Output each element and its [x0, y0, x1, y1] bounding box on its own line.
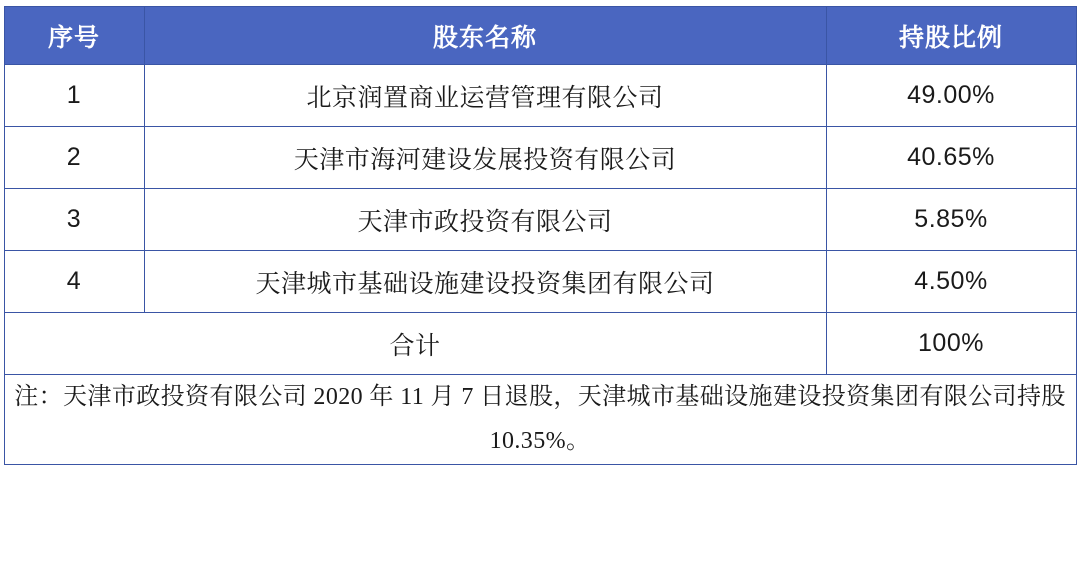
table-total-row: [4, 313, 1076, 375]
table-row: [4, 127, 1076, 189]
table-row: [4, 189, 1076, 251]
column-header-index: 序号: [4, 7, 144, 65]
table-row: [4, 251, 1076, 313]
table-row: [4, 65, 1076, 127]
table-note: [4, 375, 1076, 465]
column-header-name: 股东名称: [144, 7, 826, 65]
table-header: [4, 7, 1076, 65]
cell-ratio: 49.00%: [826, 65, 1076, 127]
table-note-row: [4, 375, 1076, 465]
cell-shareholder-name: 天津市政投资有限公司: [144, 189, 826, 251]
shareholder-table: [4, 6, 1077, 465]
cell-index: 4: [4, 251, 144, 313]
cell-total-ratio: 100%: [826, 313, 1076, 375]
cell-index: 1: [4, 65, 144, 127]
cell-shareholder-name: 天津城市基础设施建设投资集团有限公司: [144, 251, 826, 313]
column-header-ratio: 持股比例: [826, 7, 1076, 65]
cell-ratio: 5.85%: [826, 189, 1076, 251]
cell-total-label: 合计: [4, 313, 826, 375]
cell-shareholder-name: 北京润置商业运营管理有限公司: [144, 65, 826, 127]
cell-index: 2: [4, 127, 144, 189]
table-body: [4, 65, 1076, 465]
cell-index: 3: [4, 189, 144, 251]
cell-ratio: 40.65%: [826, 127, 1076, 189]
cell-shareholder-name: 天津市海河建设发展投资有限公司: [144, 127, 826, 189]
cell-ratio: 4.50%: [826, 251, 1076, 313]
table-header-row: [4, 7, 1076, 65]
table-note-text: 注：天津市政投资有限公司 2020 年 11 月 7 日退股，天津城市基础设施建设投资集团有限公司持股 10.35%。: [14, 384, 1073, 455]
